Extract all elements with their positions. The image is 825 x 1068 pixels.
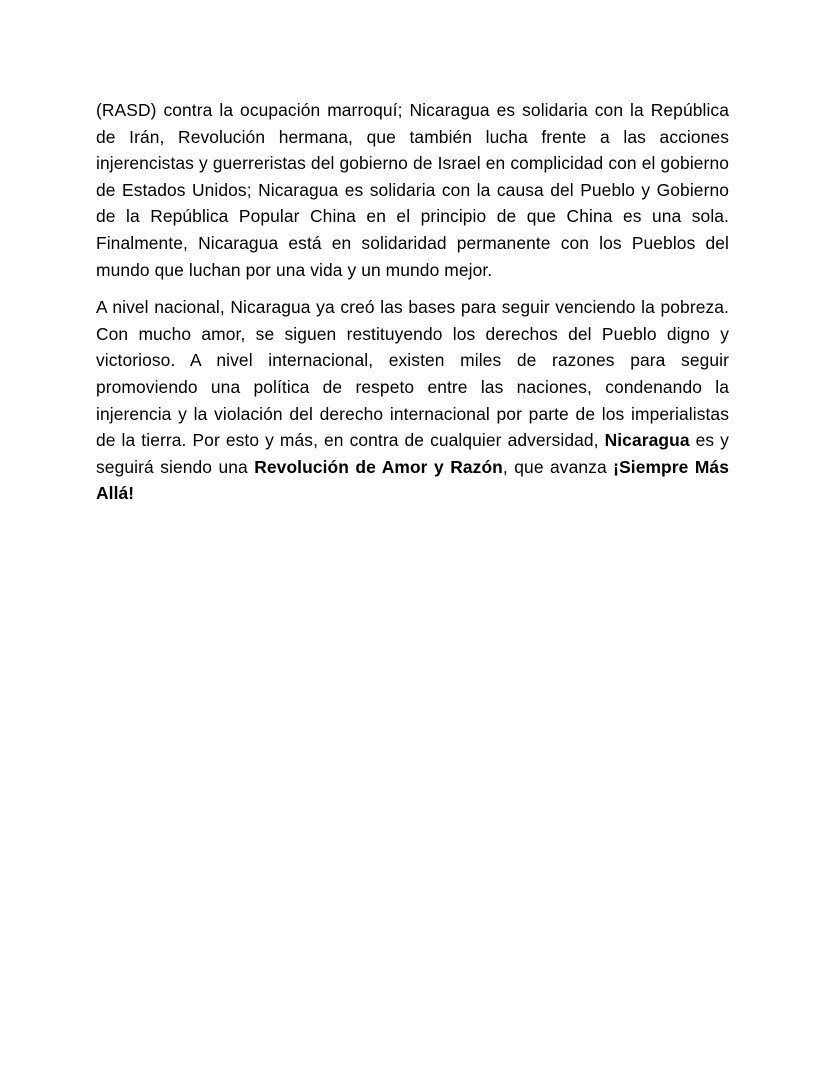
text-run: (RASD) contra la ocupación marroquí; Nicaragua es solidaria con la República de Irán, Revolución hermana, que también lucha frente a las acciones injerencistas y guerreristas del gobierno de Israel en complicidad con el gobierno de Estados Unidos; Nicaragua es solidaria con la causa del Pueblo y Gobierno de la República Popular China en el principio de que China es una sola. Finalmente, Nicaragua está en solidaridad permanente con los Pueblos del mundo que luchan por una vida y un mundo mejor. (96, 100, 729, 280)
bold-text-run: Nicaragua (604, 430, 690, 451)
text-run: A nivel nacional, Nicaragua ya creó las bases para seguir venciendo la pobreza. Con mucho amor, se siguen restituyendo los derechos del Pueblo digno y victorioso. A nivel internacional, existen miles de razones para seguir promoviendo una política de respeto entre las naciones, condenando la injerencia y la violación del derecho internacional por parte de los imperialistas de la tierra. Por esto y más, en contra de cualquier adversidad, (96, 297, 729, 451)
text-run: , que avanza (502, 456, 614, 477)
paragraph (96, 294, 729, 507)
text-run: es y seguirá siendo una (96, 430, 729, 477)
bold-text-run: ¡Siempre Más Allá! (96, 456, 729, 504)
document-text-block (96, 97, 729, 518)
paragraph (96, 97, 729, 283)
bold-text-run: Revolución de Amor y Razón (254, 456, 503, 477)
